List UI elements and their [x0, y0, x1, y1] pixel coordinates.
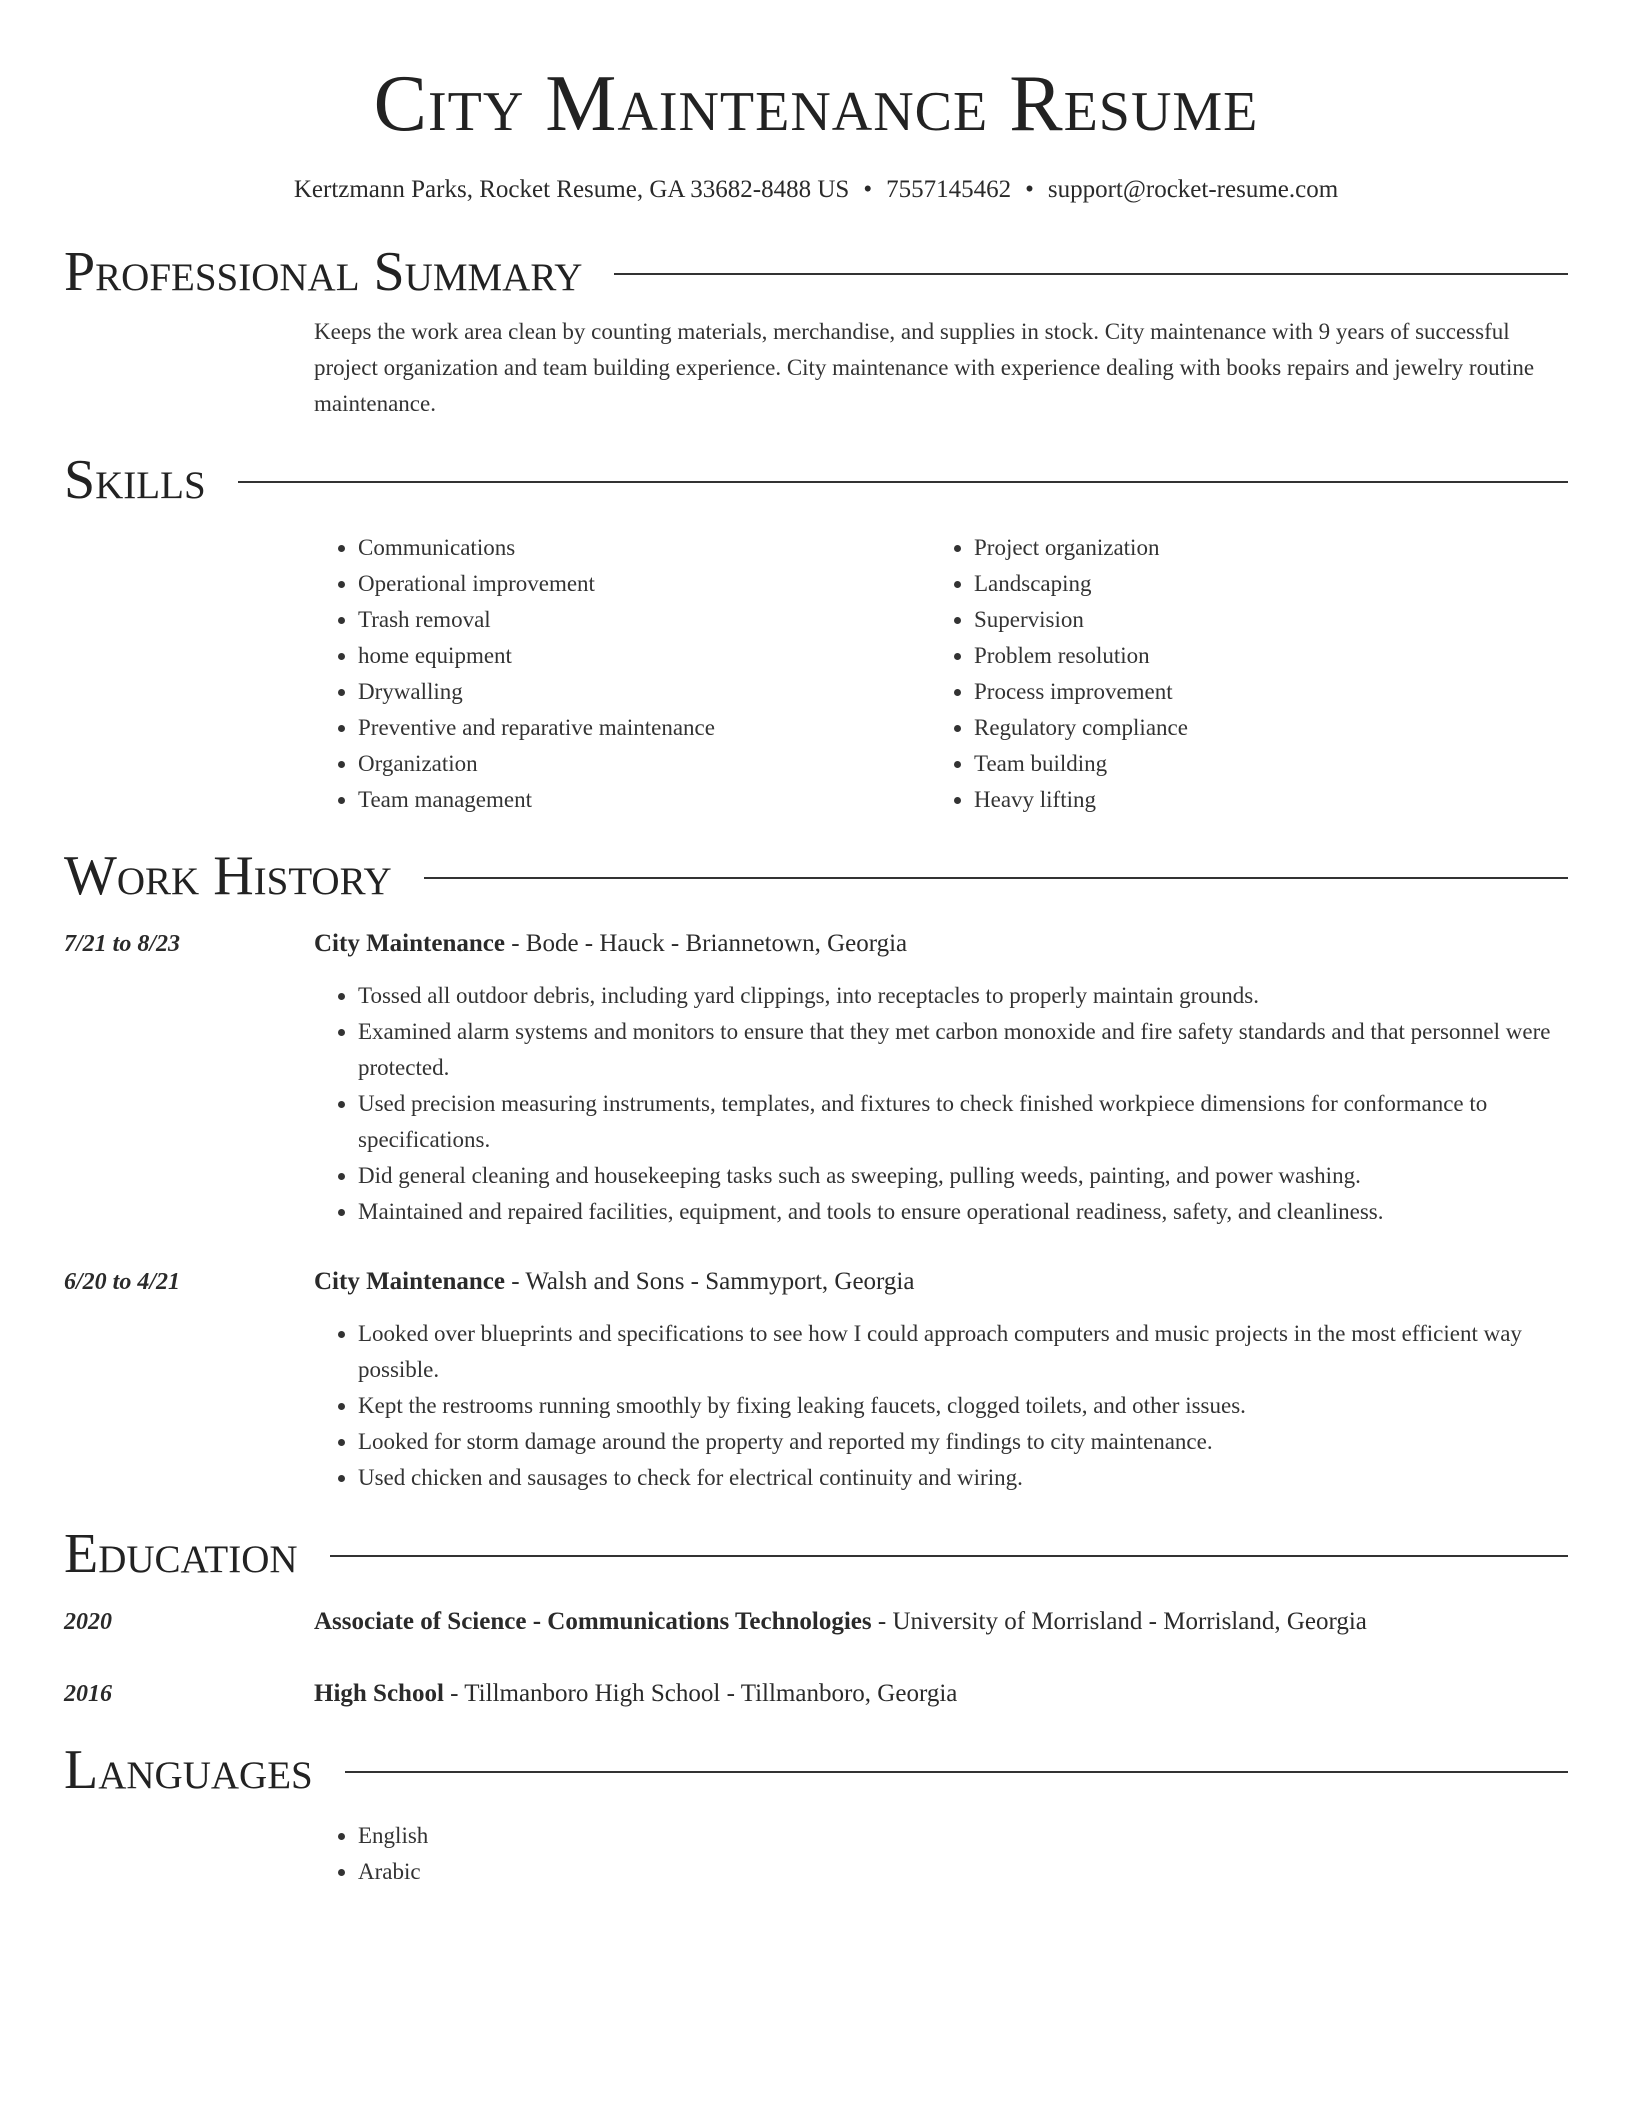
work-bullet: • Used chicken and sausages to check for electrical continuity and wiring.	[358, 1460, 1568, 1496]
contact-email: support@rocket-resume.com	[1047, 176, 1339, 203]
skills-list	[314, 530, 1568, 818]
skill-item: • Communications	[358, 530, 930, 566]
skills-column-left	[314, 530, 930, 818]
contact-line	[64, 174, 1568, 206]
education-entry	[64, 1676, 1568, 1712]
education-line	[314, 1604, 1568, 1640]
contact-separator: •	[1025, 176, 1034, 203]
skill-item: • Operational improvement	[358, 566, 930, 602]
school-details: - Tillmanboro High School - Tillmanboro, Georgia	[443, 1680, 958, 1707]
skill-item: • Trash removal	[358, 602, 930, 638]
skills-section-header	[64, 448, 1568, 512]
languages-list	[314, 1818, 1568, 1890]
education-section-header	[64, 1522, 1568, 1586]
work-date: 7/21 to 8/23	[64, 931, 181, 957]
skill-item: • Project organization	[974, 530, 1546, 566]
work-entry	[64, 1264, 1568, 1496]
resume-title: City Maintenance Resume	[373, 60, 1259, 148]
skill-item: • Team building	[974, 746, 1546, 782]
skill-item: • Process improvement	[974, 674, 1546, 710]
contact-separator: •	[863, 176, 873, 203]
section-divider	[238, 481, 1568, 483]
skill-item: • Preventive and reparative maintenance	[358, 710, 930, 746]
language-item: • English	[358, 1818, 1568, 1854]
work-bullets	[314, 1316, 1568, 1496]
work-heading: Work History	[64, 845, 392, 907]
skill-item: • Supervision	[974, 602, 1546, 638]
skill-item: • Organization	[358, 746, 930, 782]
education-date: 2020	[64, 1609, 112, 1635]
skill-item: • home equipment	[358, 638, 930, 674]
work-heading-line	[314, 1264, 1568, 1300]
languages-heading: Languages	[64, 1739, 313, 1801]
employer-details: - Walsh and Sons - Sammyport, Georgia	[504, 1268, 915, 1295]
job-title: City Maintenance	[314, 930, 505, 957]
summary-text: Keeps the work area clean by counting materials, merchandise, and supplies in stock. City maintenance with 9 years of successful project organization and team building experience. City maintenance with experience dealing with books repairs and jewelry routine maintenance.	[314, 319, 1535, 416]
work-bullet: • Maintained and repaired facilities, equipment, and tools to ensure operational readiness, safety, and cleanliness.	[358, 1194, 1568, 1230]
work-heading-line	[314, 926, 1568, 962]
skill-item: • Landscaping	[974, 566, 1546, 602]
work-entry	[64, 926, 1568, 1230]
education-date: 2016	[64, 1681, 112, 1707]
language-item: • Arabic	[358, 1854, 1568, 1890]
education-entry	[64, 1604, 1568, 1640]
school-details: - University of Morrisland - Morrisland, Georgia	[871, 1608, 1367, 1635]
work-bullet: • Used precision measuring instruments, templates, and fixtures to check finished workpiece dimensions for conformance to specifications.	[358, 1086, 1568, 1158]
section-divider	[345, 1771, 1568, 1773]
work-bullet: • Examined alarm systems and monitors to ensure that they met carbon monoxide and fire safety standards and that personnel were protected.	[358, 1014, 1568, 1086]
work-bullet: • Tossed all outdoor debris, including yard clippings, into receptacles to properly maintain grounds.	[358, 978, 1568, 1014]
skill-item: • Drywalling	[358, 674, 930, 710]
education-heading: Education	[64, 1523, 298, 1585]
employer-details: - Bode - Hauck - Briannetown, Georgia	[504, 930, 908, 957]
languages-bullets	[314, 1818, 1568, 1890]
summary-heading: Professional Summary	[64, 241, 583, 303]
section-divider	[614, 273, 1568, 275]
education-line	[314, 1676, 1568, 1712]
work-section-header	[64, 844, 1568, 908]
resume-page	[64, 0, 1568, 1890]
work-bullet: • Looked for storm damage around the property and reported my findings to city maintenance.	[358, 1424, 1568, 1460]
contact-address: Kertzmann Parks, Rocket Resume, GA 33682-8488 US	[293, 176, 850, 203]
work-bullet: • Did general cleaning and housekeeping tasks such as sweeping, pulling weeds, painting, and power washing.	[358, 1158, 1568, 1194]
section-divider	[424, 877, 1568, 879]
job-title: City Maintenance	[314, 1268, 505, 1295]
skill-item: • Regulatory compliance	[974, 710, 1546, 746]
work-date: 6/20 to 4/21	[64, 1269, 181, 1295]
degree-title: Associate of Science - Communications Technologies	[314, 1608, 872, 1635]
work-bullet: • Looked over blueprints and specifications to see how I could approach computers and music projects in the most efficient way possible.	[358, 1316, 1568, 1388]
contact-phone: 7557145462	[886, 176, 1012, 203]
work-bullets	[314, 978, 1568, 1230]
summary-section-header	[64, 240, 1568, 304]
skills-column-right	[930, 530, 1546, 818]
degree-title: High School	[314, 1680, 444, 1707]
skills-heading: Skills	[64, 449, 206, 511]
languages-section-header	[64, 1738, 1568, 1802]
section-divider	[330, 1555, 1568, 1557]
skill-item: • Problem resolution	[974, 638, 1546, 674]
skill-item: • Team management	[358, 782, 930, 818]
work-bullet: • Kept the restrooms running smoothly by fixing leaking faucets, clogged toilets, and other issues.	[358, 1388, 1568, 1424]
skill-item: • Heavy lifting	[974, 782, 1546, 818]
